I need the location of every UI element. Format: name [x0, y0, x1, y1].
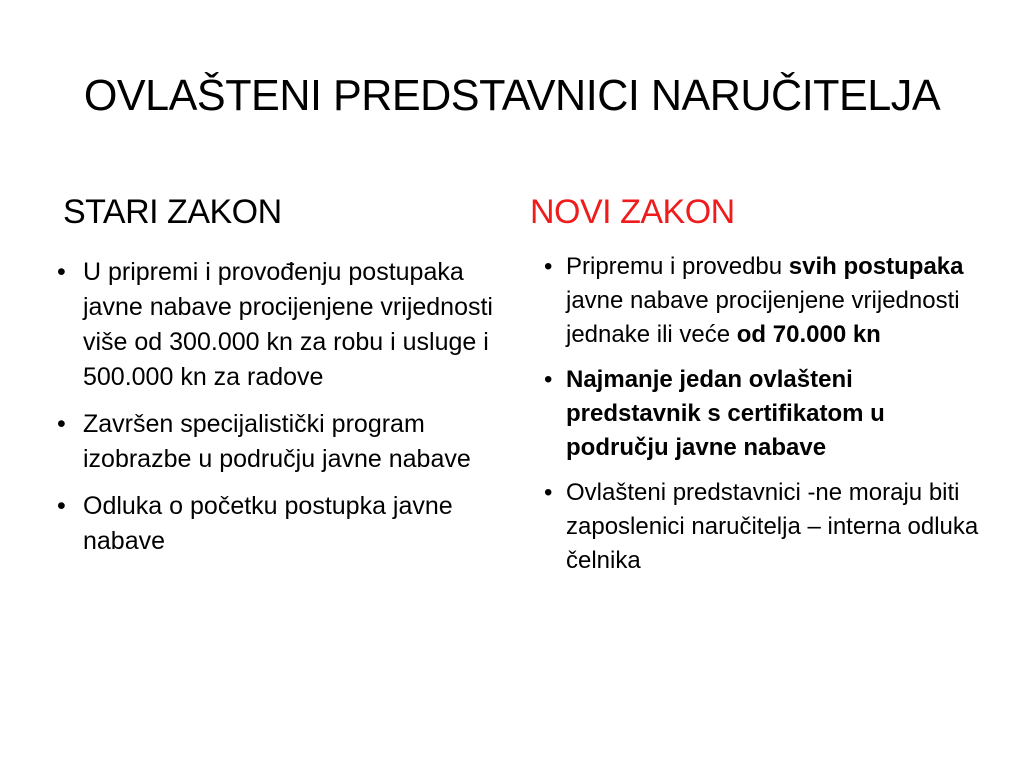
- list-item-emphasis: Najmanje jedan ovlašteni predstavnik s certifikatom u području javne nabave: [566, 366, 885, 461]
- bullet-icon: •: [544, 253, 553, 280]
- list-item: [57, 407, 507, 477]
- list-item-text: U pripremi i provođenju postupaka javne nabave procijenjene vrijednosti više od 300.000 kn za robu i usluge i 500.000 kn za radove: [83, 258, 493, 391]
- new-law-list: [544, 250, 984, 589]
- list-item-text: Završen specijalistički program izobrazbe u području javne nabave: [83, 410, 471, 473]
- list-item-emphasis: svih postupaka: [788, 253, 964, 280]
- old-law-list: [57, 255, 507, 571]
- list-item-text: Odluka o početku postupka javne nabave: [83, 492, 453, 555]
- slide-title: OVLAŠTENI PREDSTAVNICI NARUČITELJA: [83, 71, 941, 120]
- bullet-icon: •: [57, 492, 66, 520]
- list-item-text: Pripremu i provedbu: [566, 253, 789, 280]
- list-item: [544, 250, 984, 352]
- list-item: [57, 489, 507, 559]
- bullet-icon: •: [57, 410, 66, 438]
- bullet-icon: •: [544, 479, 553, 506]
- list-item: [544, 363, 984, 465]
- list-item: [544, 476, 984, 578]
- bullet-icon: •: [57, 258, 66, 286]
- list-item-emphasis: od 70.000 kn: [736, 321, 881, 348]
- old-law-heading: STARI ZAKON: [63, 193, 282, 231]
- list-item: [57, 255, 507, 395]
- list-item-text: Ovlašteni predstavnici -ne moraju biti zaposlenici naručitelja – interna odluka čelnika: [566, 479, 979, 574]
- bullet-icon: •: [544, 366, 553, 393]
- new-law-heading: NOVI ZAKON: [530, 193, 735, 231]
- list-item-text: javne nabave procijenjene vrijednosti jednake ili veće: [566, 287, 960, 348]
